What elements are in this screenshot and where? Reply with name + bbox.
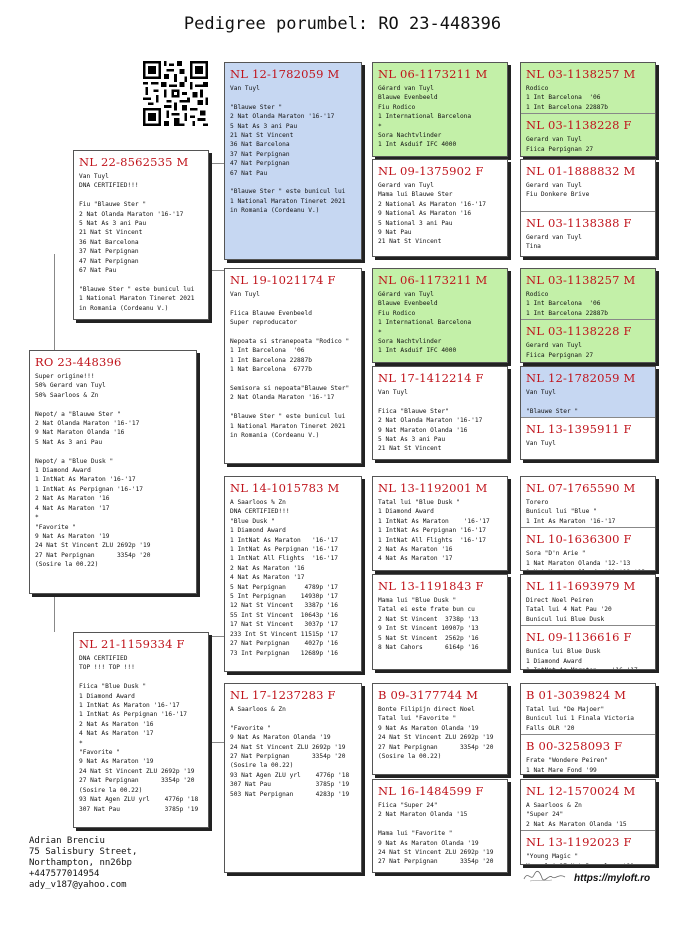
ancestor-pair-2 (520, 159, 656, 257)
great-grandparent-card-6 (372, 574, 508, 670)
signature-logo (522, 868, 567, 884)
ancestor-description: Frate "Wondere Peiren" 1 Nat Mare Fond '99 (526, 757, 608, 774)
ancestor-ring-number: NL 03-1138257 M (526, 67, 636, 81)
ancestor-ring-number: NL 03-1138388 F (526, 215, 632, 230)
great-grandparent-description: Gerard van Tuyl Mama lui Blauwe Ster 2 National As Maraton '16-'17 9 National As Maraton '16 5 National 3 ani Pau 9 Nat Pau 21 Nat St Vincent (378, 182, 487, 246)
great-grandparent-card-2 (372, 159, 508, 257)
mother-description: DNA CERTIFIED TOP !!! TOP !!! Fiica "Blue Dusk " 1 Diamond Award 1 IntNat As Maraton '16-'17 1 IntNat As Perpignan '16-'17 2 Nat As Maraton '16 4 Nat As Maraton '17 * "Favorite " 9 Nat As Maraton '19 24 Nat St Vincent ZLU 2692p '19 27 Nat Perpignan 3354p '20 (Sosire la 00.22) 93 Nat Agen ZLU yrl 4776p '18 307 Nat Pau 3785p '19 (79, 655, 199, 813)
great-grandparent-description: Mama lui "Blue Dusk " Tatal ei este frate bun cu 2 Nat St Vincent 3738p '13 9 Int St Vincent 10907p '13 5 Nat St Vincent 2562p '16 8 Nat Cahors 6164p '16 (378, 597, 479, 652)
page-title: Pedigree porumbel: RO 23-448396 (183, 14, 502, 34)
ancestor-description: A Saarloos & Zn "Super 24" 2 Nat As Maraton Olanda '15 (526, 802, 627, 828)
great-grandparent-card-7 (372, 683, 508, 775)
great-grandparent-description: Gérard van Tuyl Blauwe Evenbeeld Fiu Rodico 1 International Barcelona * Sora Nachtvlinder 1 Int Asduif IFC 4000 (378, 291, 472, 355)
connector-line (210, 742, 224, 743)
great-grandparent-card-4 (372, 366, 508, 460)
ancestor-ring-number: NL 09-1136616 F (526, 630, 632, 645)
ancestor-ring-number: B 01-3039824 M (526, 688, 627, 702)
ancestor-description: Gerard van Tuyl Fiica Perpignan 27 (526, 136, 594, 153)
great-grandparent-ring-number: B 09-3177744 M (378, 688, 479, 702)
connector-line (210, 636, 224, 637)
ancestor-description: Van Tuyl "Blauwe Ster " (526, 389, 579, 415)
ancestor-pair-3 (520, 268, 656, 363)
grandparent-ring-number: NL 14-1015783 M (230, 481, 340, 495)
grandparent-description: A Saarloos % Zn DNA CERTIFIED!!! "Blue Dusk " 1 Diamond Award 1 IntNat As Maraton '16-'17 1 IntNat As Perpignan '16-'17 1 IntNat All Flights '16-'17 2 Nat As Maraton '16 4 Nat As Maraton '17 5 Nat Perpignan 4789p '17 5 Int Perpignan 14930p '17 12 Nat St Vincent 3387p '16 55 Int St Vincent 10643p '16 17 Nat St Vincent 3037p '17 233 Int St Vincent 11515p '17 27 Nat Perpignan 4027p '16 73 Int Perpignan 12689p '16 (230, 499, 339, 657)
great-grandparent-ring-number: NL 16-1484599 F (378, 784, 484, 798)
connector-line (210, 163, 211, 270)
ancestor-ring-number: NL 12-1782059 M (526, 371, 636, 385)
mother-ring-number: NL 21-1159334 F (79, 637, 185, 651)
ancestor-ring-number: NL 13-1192023 F (526, 835, 632, 850)
breeder-contact: Adrian Brenciu 75 Salisbury Street, Northampton, nn26bp +447577014954 ady_v187@yahoo.com (29, 836, 138, 890)
subject-ring-number: RO 23-448396 (35, 355, 122, 369)
subject-description: Super origine!!! 50% Gerard van Tuyl 50% Saarloos & Zn Nepot/ a "Blauwe Ster " 2 Nat Olanda Maraton '16-'17 9 Nat Maraton Olanda '16 5 Nat As 3 ani Pau Nepot/ a "Blue Dusk " 1 Diamond Award 1 IntNat As Maraton '16-'17 1 IntNat As Perpignan '16-'17 2 Nat As Maraton '16 4 Nat As Maraton '17 * "Favorite " 9 Nat As Maraton '19 24 Nat St Vincent ZLU 2692p '19 27 Nat Perpignan 3354p '20 (Sosire la 00.22) (35, 373, 151, 569)
ancestor-pair-1 (520, 62, 656, 157)
ancestor-description: Gerard van Tuyl Tina (526, 233, 582, 251)
great-grandparent-description: Bonte Filipijn direct Noel Tatal lui "Favorite " 9 Nat As Maraton Olanda '19 24 Nat St Vincent ZLU 2692p '19 27 Nat Perpignan 3354p '20 (Sosire la 00.22) (378, 706, 494, 761)
father-ring-number: NL 22-8562535 M (79, 155, 189, 169)
ancestor-ring-number: NL 10-1636300 F (526, 532, 632, 547)
connector-line (54, 595, 55, 632)
ancestor-description: "Young Magic " (526, 853, 579, 861)
great-grandparent-card-3 (372, 268, 508, 363)
ancestor-description: Rodico 1 Int Barcelona '06 1 Int Barcelona 22887b (526, 85, 608, 111)
father-card (73, 150, 209, 320)
ancestor-highlight (521, 367, 655, 417)
father-description: Van Tuyl DNA CERTIFIED!!! Fiu "Blauwe Ster " 2 Nat Olanda Maraton '16-'17 5 Nat As 3 ani Pau 21 Nat St Vincent 36 Nat Barcelona 37 Nat Perpignan 47 Nat Perpignan 67 Nat Pau "Blauwe Ster " este bunicul lui 1 National Maraton Tineret 2021 in Romania (Cordeanu V.) (79, 173, 195, 312)
great-grandparent-ring-number: NL 17-1412214 F (378, 371, 484, 385)
great-grandparent-description: Van Tuyl Fiica "Blauwe Ster" 2 Nat Olanda Maraton '16-'17 9 Nat Maraton Olanda '16 5 Nat As 3 ani Pau 21 Nat St Vincent (378, 389, 483, 453)
great-grandparent-ring-number: NL 06-1173211 M (378, 273, 488, 287)
connector-line (210, 163, 224, 164)
great-grandparent-description: Fiica "Super 24" 2 Nat Maraton Olanda '15 Mama lui "Favorite " 9 Nat As Maraton Olanda '19 24 Nat St Vincent ZLU 2692p '19 27 Nat Perpignan 3354p '20 (378, 802, 494, 866)
great-grandparent-ring-number: NL 13-1192001 M (378, 481, 488, 495)
connector-line (210, 636, 211, 742)
ancestor-pair-5 (520, 476, 656, 571)
ancestor-description: Gerard van Tuyl Fiu Donkere Brive (526, 182, 590, 199)
grandparent-ring-number: NL 12-1782059 M (230, 67, 340, 81)
qr-code (143, 61, 208, 126)
grandparent-ring-number: NL 19-1021174 F (230, 273, 336, 287)
ancestor-description: Gerard van Tuyl Fiica Perpignan 27 (526, 342, 594, 359)
ancestor-description: Rodico 1 Int Barcelona '06 1 Int Barcelona 22887b (526, 291, 608, 317)
website-link[interactable]: https://myloft.ro (574, 873, 651, 884)
grandparent-description: Van Tuyl "Blauwe Ster " 2 Nat Olanda Maraton '16-'17 5 Nat As 3 ani Pau 21 Nat St Vincent 36 Nat Barcelona 37 Nat Perpignan 47 Nat Perpignan 67 Nat Pau "Blauwe Ster " este bunicul lui 1 National Maraton Tineret 2021 in Romania (Cordeanu V.) (230, 85, 346, 215)
connector-line (210, 270, 224, 271)
grandparent-card-1 (224, 62, 362, 260)
grandparent-card-4 (224, 683, 362, 873)
ancestor-ring-number: NL 11-1693979 M (526, 579, 636, 593)
great-grandparent-description: Tatal lui "Blue Dusk " 1 Diamond Award 1 IntNat As Maraton '16-'17 1 IntNat As Perpignan '16-'17 1 IntNat All Flights '16-'17 2 Nat As Maraton '16 4 Nat As Maraton '17 (378, 499, 490, 563)
ancestor-ring-number: NL 12-1570024 M (526, 784, 636, 798)
grandparent-card-2 (224, 268, 362, 464)
grandparent-card-3 (224, 476, 362, 672)
connector-line (54, 254, 55, 350)
ancestor-pair-6 (520, 574, 656, 670)
ancestor-ring-number: NL 01-1888832 M (526, 164, 636, 178)
ancestor-description: Torero Bunicul lui "Blue " 1 Int As Maraton '16-'17 (526, 499, 616, 525)
ancestor-description: Van Tuyl (526, 440, 556, 448)
grandparent-ring-number: NL 17-1237283 F (230, 688, 336, 702)
great-grandparent-ring-number: NL 06-1173211 M (378, 67, 488, 81)
ancestor-ring-number: NL 07-1765590 M (526, 481, 636, 495)
ancestor-pair-7 (520, 683, 656, 775)
ancestor-pair-8 (520, 779, 656, 865)
mother-card (73, 632, 209, 828)
ancestor-ring-number: NL 03-1138228 F (526, 324, 632, 339)
grandparent-description: Van Tuyl Fiica Blauwe Evenbeeld Super reproducator Nepoata si stranepoata "Rodico " 1 Int Barcelona '06 1 Int Barcelona 22887b 1 Nat Barcelona 6777b Semisora si nepoata"Blauwe Ster" 2 Nat Olanda Maraton '16-'17 "Blauwe Ster " este bunicul lui 1 National Maraton Tineret 2021 in Romania (Cordeanu V.) (230, 291, 350, 440)
great-grandparent-ring-number: NL 09-1375902 F (378, 164, 484, 178)
ancestor-ring-number: NL 13-1395911 F (526, 422, 632, 437)
great-grandparent-ring-number: NL 13-1191843 F (378, 579, 484, 593)
ancestor-ring-number: NL 03-1138257 M (526, 273, 636, 287)
ancestor-pair-4 (520, 366, 656, 460)
grandparent-description: A Saarloos & Zn "Favorite " 9 Nat As Maraton Olanda '19 24 Nat St Vincent ZLU 2692p '19 27 Nat Perpignan 3354p '20 (Sosire la 00.22) 93 Nat Agen ZLU yrl 4776p '18 307 Nat Pau 3785p '19 503 Nat Perpignan 4283p '19 (230, 706, 350, 798)
ancestor-description: Bunica lui Blue Dusk 1 Diamond Award (526, 648, 601, 665)
great-grandparent-card-1 (372, 62, 508, 157)
ancestor-description: Sora "D'n Arie " 1 Nat Maraton Olanda '12-'13 (526, 550, 631, 567)
ancestor-ring-number: B 00-3258093 F (526, 739, 623, 754)
ancestor-description: Direct Noel Peiren Tatal lui 4 Nat Pau '20 Bunicul lui Blue Dusk (526, 597, 612, 623)
great-grandparent-card-8 (372, 779, 508, 873)
ancestor-description: Tatal lui "De Majoer" Bunicul lui 1 Finala Victoria Falls OLR '20 (526, 706, 635, 732)
subject-pigeon-card (29, 350, 197, 594)
great-grandparent-card-5 (372, 476, 508, 571)
ancestor-ring-number: NL 03-1138228 F (526, 118, 632, 133)
great-grandparent-description: Gérard van Tuyl Blauwe Evenbeeld Fiu Rodico 1 International Barcelona * Sora Nachtvlinder 1 Int Asduif IFC 4000 (378, 85, 472, 149)
